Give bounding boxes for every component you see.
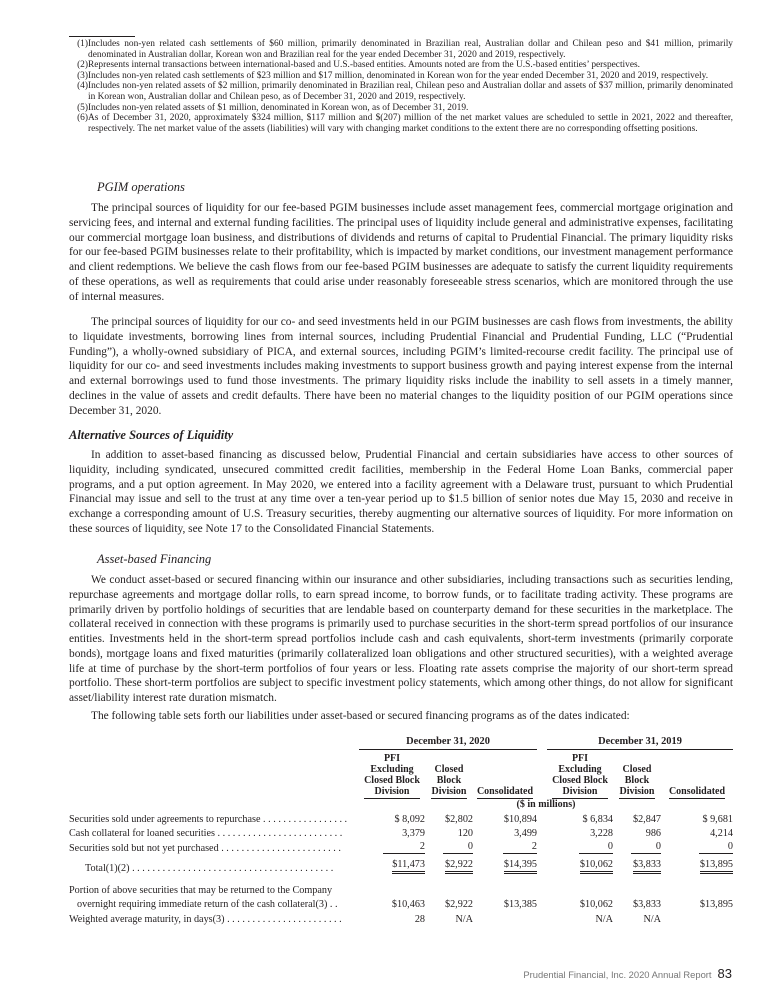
cell-value: $ 9,681 [702,813,733,825]
column-header-pfi-2020: PFI Excluding Closed Block Division [364,753,420,797]
footnote-number: (6) [77,113,88,124]
footnote-1 [69,39,733,60]
cell-value: $11,473 [359,854,425,874]
footnote-5 [69,103,733,114]
cell-value: $2,922 [425,854,473,874]
table-row [69,910,733,925]
cell-value: $2,847 [632,813,661,825]
cell-value: $10,463 [391,899,425,910]
cell-value: 2 [359,839,425,854]
cell-value: N/A [595,913,613,925]
row-label: Securities sold but not yet purchased . . . . . . . . . . . . . . . . . . . . . . . . [69,842,341,854]
row-label: overnight requiring immediate return of the cash collateral(3) . . [77,899,338,910]
page-number: 83 [717,966,732,981]
cell-value: $2,802 [444,813,473,825]
row-label: Securities sold under agreements to repurchase . . . . . . . . . . . . . . . . . [69,813,348,825]
cell-value: $14,395 [473,854,537,874]
column-header-consolidated-2020: Consolidated [476,786,534,797]
group-header-2020: December 31, 2020 [359,736,537,750]
footnote-number: (1) [77,39,88,49]
cell-value: $10,894 [503,813,537,825]
asset-based-financing-heading: Asset-based Financing [97,552,212,566]
footnote-4 [69,81,733,102]
table-row [69,896,733,911]
asset-based-financing-paragraph: We conduct asset-based or secured financing within our insurance and other subsidiaries, including transactions such as securities lending, repurchase agreements and mortgage dollar rolls, to earn spread income, to borrow funds, or to facilitate trading activity. These programs are primarily driven by portfolio holdings of securities that are lendable based on counterparty demand for these securities in the marketplace. The collateral received in connection with these programs is primarily used to purchase securities in the short-term spread portfolios of our insurance entities. Investments held in the short-term spread portfolios include cash and cash equivalents, short-term investments (primarily corporate bonds), mortgage loans and fixed maturities (primarily collateralized loan obligations and other structured securities), with a weighted average life at time of purchase by the short-term portfolios of four years or less. Floating rate assets comprise the majority of our short-term spread portfolio. These short-term portfolios are subject to specific investment policy statements, which among other things, do not allow for significant asset/liability interest rate duration mismatch. [69,574,733,704]
financing-liabilities-table [69,736,733,925]
footnote-number: (3) [77,70,88,81]
footnote-2 [69,60,733,71]
cell-value [473,910,537,925]
alternative-sources-heading: Alternative Sources of Liquidity [69,428,234,442]
footnote-text: Includes non-yen related cash settlements of $60 million, primarily denominated in Brazilian real, Australian dollar and Chilean peso and $41 million, primarily denominated in Australian dollar, Korean won and Brazilian real for the year ended December 31, 2020 and 2019, respectively. [88,39,733,60]
table-units-row [69,799,733,810]
cell-value: $3,833 [613,854,661,874]
table-column-header-row [69,750,733,800]
table-group-header-row [69,736,733,750]
group-header-2019: December 31, 2019 [547,736,733,750]
footnote-text: As of December 31, 2020, approximately $324 million, $117 million and $(207) million of the net market values are scheduled to settle in 2021, 2022 and thereafter, respectively. The net market value of the assets (liabilities) will vary with changing market conditions to the extent there are no corresponding offsetting positions. [88,113,733,134]
cell-value: 4,214 [710,828,733,839]
table-row [69,810,733,825]
cell-value: $10,062 [547,854,613,874]
cell-value: N/A [455,913,473,925]
cell-value [661,910,733,925]
alternative-sources-paragraph: In addition to asset-based financing as discussed below, Prudential Financial and certain subsidiaries have access to other sources of liquidity, including syndicated, unsecured committed credit facilities, membership in the Federal Home Loan Banks, commercial paper programs, and a put option agreement. In May 2020, we entered into a facility agreement with a Delaware trust, pursuant to which Prudential Financial may issue and sell to the trust at any time over a ten-year period up to $1.5 billion of senior notes due May 15, 2030 and receive in exchange a corresponding amount of U.S. Treasury securities, thereby augmenting our alternative sources of liquidity. For more information on these sources of liquidity, see Note 17 to the Consolidated Financial Statements. [69,449,733,535]
row-label: Cash collateral for loaned securities . . . . . . . . . . . . . . . . . . . . . . . . . [69,828,343,839]
cell-value: 3,379 [402,828,425,839]
cell-value: 0 [425,839,473,854]
row-label: Total(1)(2) . . . . . . . . . . . . . . . . . . . . . . . . . . . . . . . . . . . . . . . . [85,862,334,874]
footnote-number: (5) [77,102,88,113]
table-intro: The following table sets forth our liabilities under asset-based or secured financing programs as of the dates indicated: [91,710,630,722]
cell-value: 3,499 [514,828,537,839]
cell-value: N/A [643,913,661,925]
cell-value: 3,228 [590,828,613,839]
footnote-text: Includes non-yen related assets of $2 million, primarily denominated in Brazilian real, Chilean peso and Australian dollar and assets of $37 million, primarily denominated in Korean won, Australian dollar and Chilean peso, as of December 31, 2020 and 2019, respectively. [88,81,733,102]
footnote-text: Represents internal transactions between international-based and U.S.-based entities. Amounts noted are from the U.S.-based entities’ perspectives. [88,60,641,71]
pgim-paragraph-2: The principal sources of liquidity for our co- and seed investments held in our PGIM businesses are cash flows from investments, the ability to liquidate investments, borrowing lines from internal sources, including Prudential Financial and Prudential Funding, LLC (“Prudential Funding”), a wholly-owned subsidiary of PICA, and external sources, including PGIM’s limited-recourse credit facility. The principal use of liquidity for our co- and seed investments includes making investments to support business growth and paying interest expense from the internal and external borrowings used to fund those investments. The primary liquidity risks include the inability to sell assets in a timely manner, declines in the value of assets and credit defaults. There have been no material changes to the liquidity position of our PGIM operations since December 31, 2020. [69,316,733,417]
footnote-text: Includes non-yen related cash settlements of $23 million and $17 million, denominated in Korean won for the year ended December 31, 2020 and 2019, respectively. [88,70,709,81]
table-units: ($ in millions) [516,799,576,810]
column-header-closed-block-2019: Closed Block Division [619,764,655,797]
page-footer [523,966,732,981]
column-header-closed-block-2020: Closed Block Division [431,764,467,797]
pgim-operations-heading: PGIM operations [97,180,185,194]
footnote-6 [69,113,733,134]
cell-value: $13,385 [503,899,537,910]
cell-value: $3,833 [632,899,661,910]
cell-value: 986 [645,828,661,839]
row-label: Portion of above securities that may be returned to the Company [69,884,333,896]
cell-value: 0 [661,839,733,854]
footnote-text: Includes non-yen related assets of $1 million, denominated in Korean won, as of December 31, 2019. [88,102,469,113]
table-row-total [69,854,733,874]
cell-value: 0 [547,839,613,854]
cell-value: $2,922 [444,899,473,910]
footnote-rule [69,36,135,37]
footnote-3 [69,71,733,82]
cell-value: 28 [414,913,425,925]
table-row [69,825,733,840]
cell-value: $13,895 [661,854,733,874]
cell-value: $10,062 [579,899,613,910]
pgim-paragraph-1: The principal sources of liquidity for our fee-based PGIM businesses include asset management fees, commercial mortgage origination and servicing fees, and internal and external funding facilities. The principal uses of liquidity include general and administrative expenses, facilitating our commercial mortgage loan business, and distributions of dividends and returns of capital to Prudential Financial. The primary liquidity risks for our fee-based PGIM businesses relate to their profitability, which is impacted by market conditions, our investment management performance and client redemptions. We believe the cash flows from our fee-based PGIM businesses are adequate to satisfy the current liquidity requirements of these operations, as well as requirements that could arise under reasonably foreseeable stress scenarios, which are monitored through the use of internal measures. [69,202,733,303]
column-header-consolidated-2019: Consolidated [668,786,726,797]
cell-value: $13,895 [699,899,733,910]
footnote-number: (4) [77,81,88,92]
table-row [69,839,733,854]
footer-report-title: Prudential Financial, Inc. 2020 Annual Report [523,969,712,980]
cell-value: 0 [613,839,661,854]
footnotes [69,39,733,134]
footnote-number: (2) [77,60,88,71]
row-label: Weighted average maturity, in days(3) . . . . . . . . . . . . . . . . . . . . . . . [69,913,342,925]
table-row [69,874,733,896]
column-header-pfi-2019: PFI Excluding Closed Block Division [552,753,608,797]
cell-value: $ 6,834 [582,813,613,825]
cell-value: $ 8,092 [394,813,425,825]
cell-value: 120 [457,828,473,839]
cell-value: 2 [473,839,537,854]
